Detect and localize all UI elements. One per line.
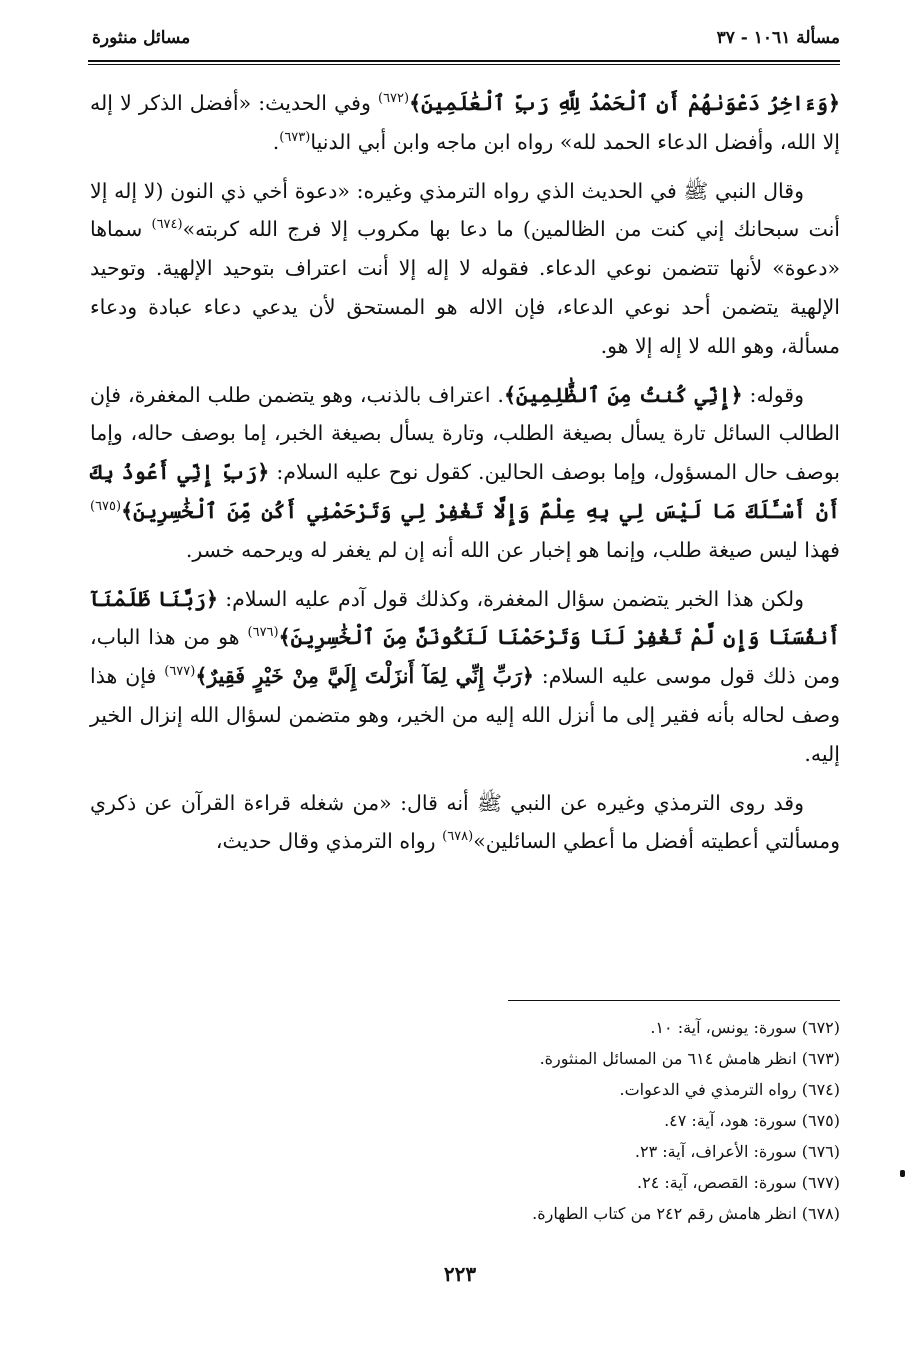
header-rule [88,60,840,62]
footnote-item: (٦٧٣) انظر هامش ٦١٤ من المسائل المنثورة. [539,1049,840,1068]
text-run: فإن هذا وصف لحاله بأنه فقير إلى ما أنزل الله إليه من الخير، وهو متضمن لسؤال الله إنزال الخير إليه. [90,664,840,766]
header-issue-number: مسألة ١٠٦١ - ٣٧ [716,28,840,48]
text-run: فهذا ليس صيغة طلب، وإنما هو إخبار عن الله أنه إن لم يغفر له ويرحمه خسر. [185,537,840,562]
text-run: وفي الحديث: «أفضل الذكر لا إله إلا الله، وأفضل الدعاء الحمد لله» رواه ابن ماجه وابن أبي الدنيا [90,91,840,154]
paragraph [90,376,840,570]
footnote-item: (٦٧٥) سورة: هود، آية: ٤٧. [664,1111,840,1130]
page-number: ٢٢٣ [443,1262,477,1286]
paragraph [90,172,840,366]
header-rule-thin [88,64,840,65]
paragraph [90,580,840,774]
footnote-item: (٦٧٢) سورة: يونس، آية: ١٠. [650,1018,840,1037]
quran-verse: ﴿رَبِّ إِنِّي أَعُوذُ بِكَ أَنْ أَسْـَٔلَكَ مَا لَيْسَ لِي بِهِ عِلْمٌ وَإِلَّا تَغْفِرْ لِي وَتَرْحَمْنِي أَكُن مِّنَ ٱلْخَٰسِرِينَ﴾ [90,460,840,523]
footnotes [380,1012,840,1229]
footnote-item: (٦٧٨) انظر هامش رقم ٢٤٢ من كتاب الطهارة. [532,1204,840,1223]
footnote-item: (٦٧٤) رواه الترمذي في الدعوات. [619,1080,840,1099]
footnote-separator [508,1000,840,1001]
paragraph [90,84,840,162]
text-run: وقد روى الترمذي وغيره عن النبي ﷺ أنه قال: «من شغله قراءة القرآن عن ذكري ومسألتي أعطيته أفضل ما أعطي السائلين» [90,790,840,854]
footnote-item: (٦٧٧) سورة: القصص، آية: ٢٤. [637,1173,840,1192]
quran-verse: ﴿رَبِّ إِنِّي لِمَآ أَنزَلْتَ إِلَيَّ مِنْ خَيْرٍ فَقِيرٌ﴾ [195,664,534,689]
main-text [90,84,840,871]
footnote-ref: (٦٧٤) [151,217,183,233]
quran-verse: ﴿رَبَّنَا ظَلَمْنَآ أَنفُسَنَا وَإِن لَّمْ تَغْفِرْ لَنَا وَتَرْحَمْنَا لَنَكُونَنَّ مِنَ ٱلْخَٰسِرِينَ﴾ [90,586,841,650]
text-run: وقال النبي ﷺ في الحديث الذي رواه الترمذي وغيره: «دعوة أخي ذي النون (لا إله إلا أنت سبحانك إني كنت من الظالمين) ما دعا بها مكروب إلا فرج الله كربته» [90,178,840,242]
text-run: هو من هذا الباب، ومن ذلك قول موسى عليه السلام: [90,625,840,689]
footnote-ref: (٦٧٧) [164,664,196,680]
paragraph [90,784,840,862]
quran-verse: ﴿إِنِّي كُنتُ مِنَ ٱلظَّٰلِمِينَ﴾ [503,382,743,407]
text-run: رواه الترمذي وقال حديث، [215,829,443,854]
quran-verse: ﴿وَءَاخِرُ دَعْوَىٰهُمْ أَنِ ٱلْحَمْدُ لِلَّهِ رَبِّ ٱلْعَٰلَمِينَ﴾ [409,91,840,115]
footnote-ref: (٦٧٦) [247,625,279,641]
footnote-ref: (٦٧٣) [279,129,311,145]
footnote-item: (٦٧٦) سورة: الأعراف، آية: ٢٣. [634,1142,840,1161]
scan-speck [900,1170,905,1177]
text-run: . [272,129,280,154]
footnote-ref: (٦٧٥) [90,499,122,515]
text-run: سماها «دعوة» لأنها تتضمن نوعي الدعاء. فقوله لا إله إلا أنت اعتراف بتوحيد الإلهية. وتوحيد الإلهية يتضمن أحد نوعي الدعاء، فإن الاله هو المستحق لأن يدعي دعاء عبادة ودعاء مسألة، وهو الله لا إله إلا هو. [90,217,840,358]
text-run: وقوله: [742,382,804,407]
text-run: ولكن هذا الخبر يتضمن سؤال المغفرة، وكذلك قول آدم عليه السلام: [218,586,804,611]
text-run: . اعتراف بالذنب، وهو يتضمن طلب المغفرة، فإن الطالب السائل تارة يسأل بصيغة الطلب، وتارة يسأل بصيغة الخبر، إما بوصف حاله، وإما بوصف حال المسؤول، وإما بوصف الحالين. كقول نوح عليه السلام: [90,382,840,485]
footnote-ref: (٦٧٨) [442,829,474,845]
running-header [92,22,840,56]
footnote-ref: (٦٧٢) [378,91,410,107]
header-chapter-title: مسائل منثورة [92,28,191,48]
